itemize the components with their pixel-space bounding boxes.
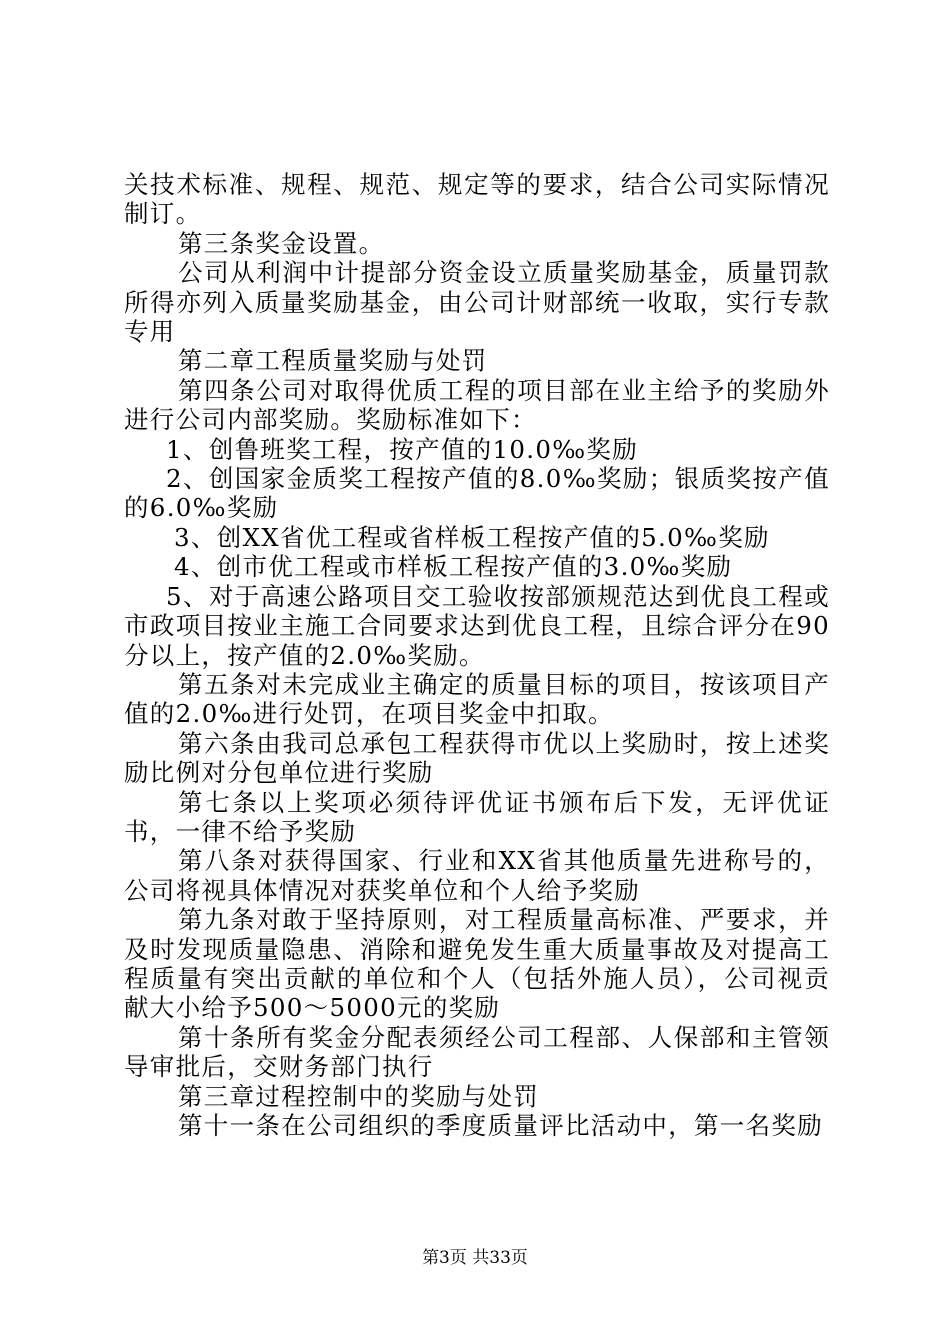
chapter-2-heading: 第二章工程质量奖励与处罚 <box>178 346 488 376</box>
article-11: 第十一条在公司组织的季度质量评比活动中，第一名奖励 <box>178 1111 823 1140</box>
page-number-footer: 第3页 共33页 <box>422 1248 528 1268</box>
article-6: 第六条由我司总承包工程获得市优以上奖励时，按上述奖励比例对分包单位进行奖励 <box>124 728 830 788</box>
article-4: 第四条公司对取得优质工程的项目部在业主给予的奖励外进行公司内部奖励。奖励标准如下： <box>124 375 830 435</box>
reward-item-5: 5、对于高速公路项目交工验收按部颁规范达到优良工程或市政项目按业主施工合同要求达到优良工程，且综合评分在90分以上，按产值的2.0‰奖励。 <box>124 581 830 670</box>
reward-item-3: 3、创XX省优工程或省样板工程按产值的5.0‰奖励 <box>174 522 770 552</box>
article-3-heading: 第三条奖金设置。 <box>178 228 385 258</box>
article-8: 第八条对获得国家、行业和XX省其他质量先进称号的，公司将视具体情况对获奖单位和个人给予奖励 <box>124 846 830 905</box>
document-body <box>124 170 830 1140</box>
paragraph-continuation: 关技术标准、规程、规范、规定等的要求，结合公司实际情况制订。 <box>124 170 830 229</box>
reward-item-1: 1、创鲁班奖工程，按产值的10.0‰奖励 <box>166 434 639 464</box>
article-10: 第十条所有奖金分配表须经公司工程部、人保部和主管领导审批后，交财务部门执行 <box>124 1022 830 1082</box>
reward-item-4: 4、创市优工程或市样板工程按产值的3.0‰奖励 <box>174 552 733 582</box>
article-9: 第九条对敢于坚持原则，对工程质量高标准、严要求，并及时发现质量隐患、消除和避免发生重大质量事故及对提高工程质量有突出贡献的单位和个人（包括外施人员），公司视贡献大小给予500～5000元的奖励 <box>124 905 830 1023</box>
article-3-body: 公司从利润中计提部分资金设立质量奖励基金，质量罚款所得亦列入质量奖励基金，由公司计财部统一收取，实行专款专用 <box>124 258 830 347</box>
article-7: 第七条以上奖项必须待评优证书颁布后下发，无评优证书，一律不给予奖励 <box>124 787 830 846</box>
article-5: 第五条对未完成业主确定的质量目标的项目，按该项目产值的2.0‰进行处罚，在项目奖金中扣取。 <box>124 669 830 729</box>
reward-item-2: 2、创国家金质奖工程按产值的8.0‰奖励；银质奖按产值的6.0‰奖励 <box>124 464 830 523</box>
chapter-3-heading: 第三章过程控制中的奖励与处罚 <box>178 1081 540 1111</box>
